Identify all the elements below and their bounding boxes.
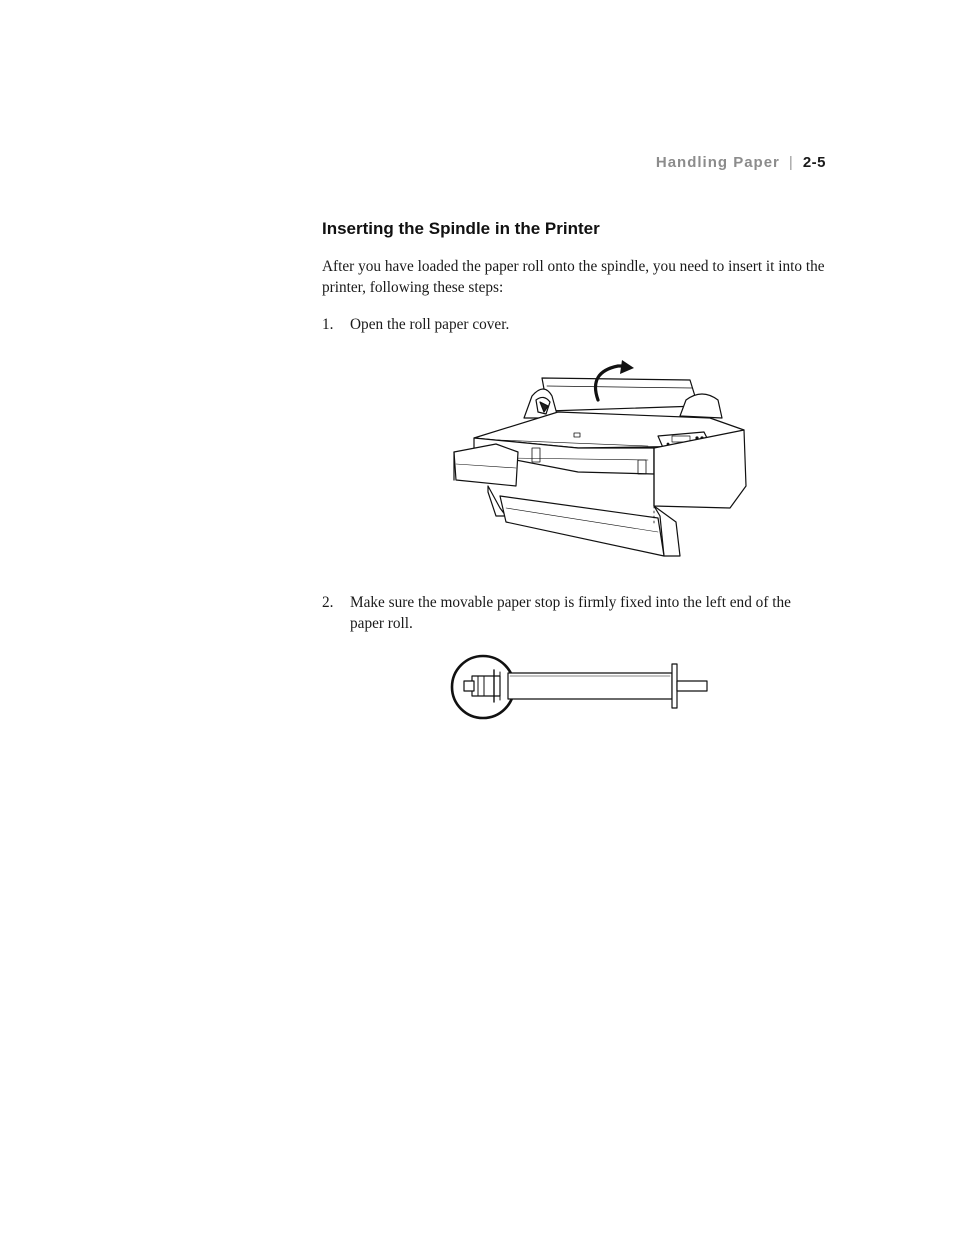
printer-illustration	[448, 356, 754, 562]
step-1-number: 1.	[322, 316, 334, 333]
step-2-number: 2.	[322, 594, 334, 611]
header-section-title: Handling Paper	[655, 154, 780, 171]
step-1-text: Open the roll paper cover.	[350, 316, 510, 333]
intro-paragraph: After you have loaded the paper roll onto the spindle, you need to insert it into the printer, following these steps:	[322, 258, 825, 296]
step-1	[322, 314, 827, 335]
page-number: 2-5	[802, 154, 826, 171]
step-2-text: Make sure the movable paper stop is firmly fixed into the left end of the paper roll.	[350, 594, 791, 632]
section-heading: Inserting the Spindle in the Printer	[322, 219, 600, 238]
running-header	[656, 154, 826, 171]
step-2	[322, 592, 827, 634]
spindle-illustration	[448, 652, 712, 722]
header-separator: |	[788, 154, 794, 171]
